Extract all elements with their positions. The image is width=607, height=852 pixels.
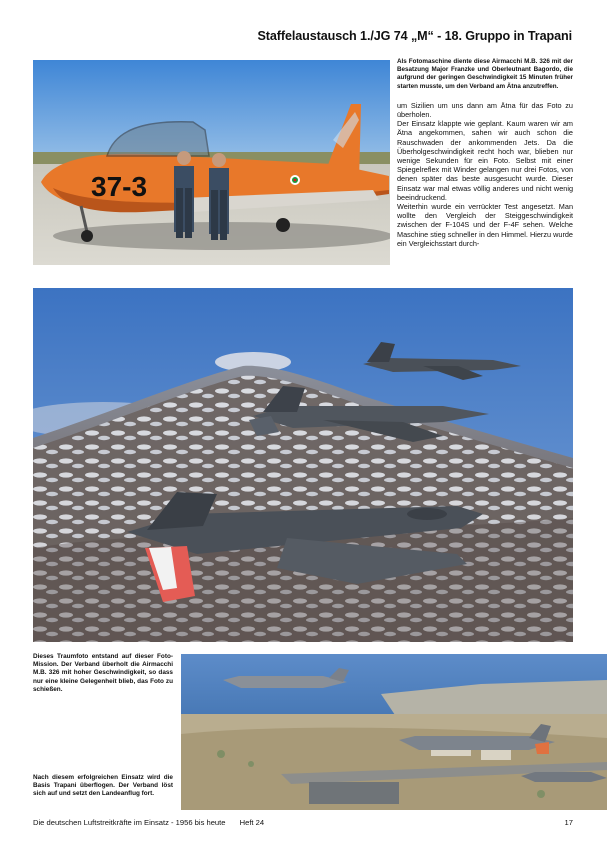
- article-paragraph: Weiterhin wurde ein verrückter Test angesetzt. Man wollte den Vergleich der Steiggeschwindigkeit zwischen der F-104S und der F-4F sehen. Welche Maschine stieg schneller in den Himmel. Hierzu wurde ein Vergleichsstart durch-: [397, 202, 573, 248]
- article-paragraph: um Sizilien um uns dann am Ätna für das Foto zu überholen.: [397, 100, 573, 120]
- footer-issue: Heft 24: [239, 818, 265, 827]
- photo-caption-etna: Dieses Traumfoto entstand auf dieser Foto-Mission. Der Verband überholt die Airmacchi M.B. 326 mit hoher Geschwindigkeit, so dass nur eine kleine Gelegenheit blieb, das Foto zu schießen.: [33, 653, 173, 693]
- photo-trapani-base: [181, 654, 607, 810]
- photo-trainer-jet: [33, 60, 390, 265]
- photo-caption-trainer: Als Fotomaschine diente diese Airmacchi M.B. 326 mit der Besatzung Major Franzke und Oberleutnant Bagordo, die aufgrund der geringen Geschwindigkeit 15 Minuten früher starten musste, um den Verband am Ätna anzutreffen.: [397, 58, 573, 90]
- footer-publication-block: [33, 818, 264, 827]
- footer-publication: Die deutschen Luftstreitkräfte im Einsatz - 1956 bis heute: [33, 818, 226, 827]
- article-column: [397, 58, 573, 248]
- page-title: Staffelaustausch 1./JG 74 „M“ - 18. Gruppo in Trapani: [257, 29, 572, 43]
- photo-caption-base: Nach diesem erfolgreichen Einsatz wird die Basis Trapani überflogen. Der Verband löst sich auf und setzt den Landeanflug fort.: [33, 774, 173, 798]
- page-number: 17: [564, 818, 573, 827]
- article-paragraph: Der Einsatz klappte wie geplant. Kaum waren wir am Ätna angekommen, sahen wir auch schon die Rauschwaden der ankommenden Jets. Da die Überholgeschwindigkeit recht hoch war, blieben nur wenige Sekunden für ein Foto. Selbst mit einer Spiegelreflex mit Winder gelangen nur drei Fotos, von denen später das beste ausgesucht wurde. Dieser Einsatz war mal etwas völlig anderes und nicht wenig beeindruckend.: [397, 119, 573, 202]
- aircraft-code: 37-3: [91, 171, 148, 202]
- photo-phantoms-over-etna: [33, 288, 573, 642]
- page-footer: [33, 818, 573, 827]
